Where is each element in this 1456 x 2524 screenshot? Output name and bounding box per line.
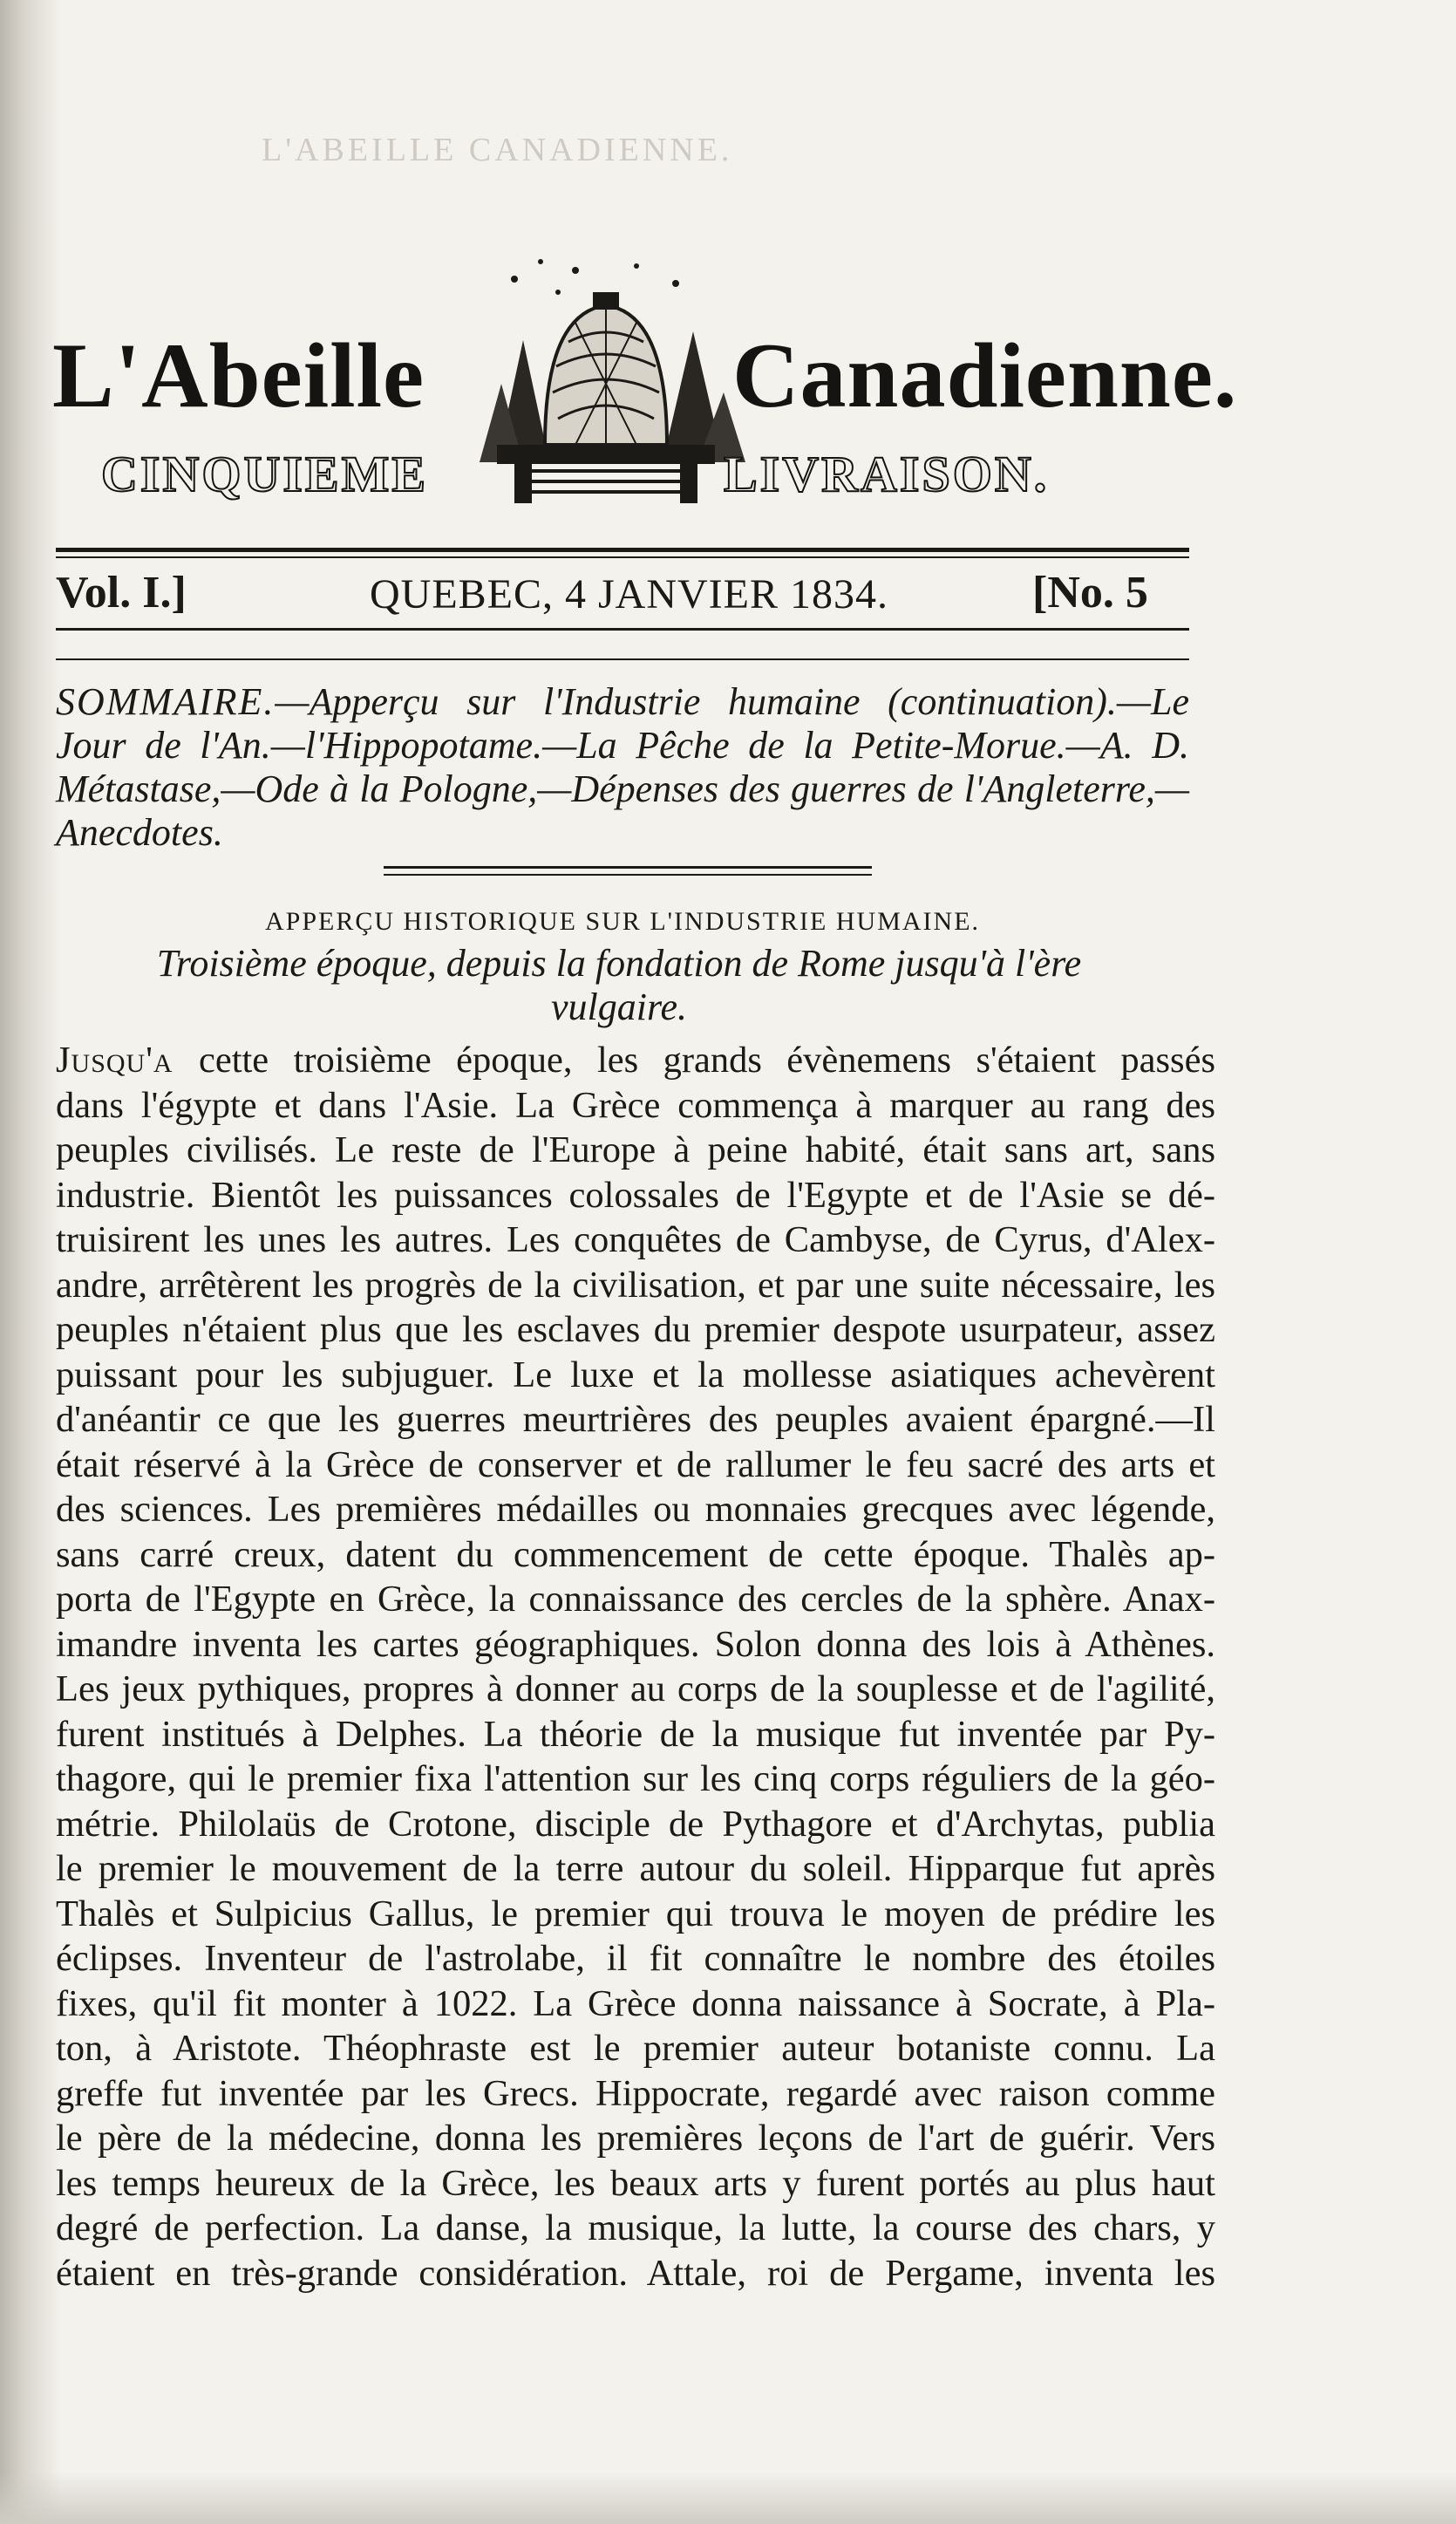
article-heading: APPERÇU HISTORIQUE SUR L'INDUSTRIE HUMAINE. xyxy=(264,907,981,936)
dateline-rule xyxy=(56,628,1189,631)
article-line-text: fixes, qu'il fit monter à 1022. La Grèce donna naissance à Socrate, à Pla- xyxy=(56,1982,1215,2024)
article-line xyxy=(56,1397,1215,1443)
article-line xyxy=(56,1173,1215,1218)
bleed-through-header: L'ABEILLE CANADIENNE. xyxy=(262,132,733,168)
article-line-text: les temps heureux de la Grèce, les beaux arts y furent portés au plus haut xyxy=(56,2162,1215,2204)
article-line-text: des sciences. Les premières médailles ou monnaies grecques avec légende, xyxy=(56,1489,1215,1530)
summary-block xyxy=(56,680,1189,855)
article-line-text: le père de la médecine, donna les premières leçons de l'art de guérir. Vers xyxy=(56,2118,1215,2159)
article-line xyxy=(56,2251,1215,2296)
beehive-icon xyxy=(462,244,750,506)
issue-number: [No. 5 xyxy=(1032,568,1148,617)
sommaire-rule xyxy=(56,658,1189,660)
section-divider-top xyxy=(384,866,872,869)
article-line xyxy=(56,1083,1215,1129)
article-line xyxy=(56,1936,1215,1982)
article-line xyxy=(56,1532,1215,1578)
article-line xyxy=(56,1802,1215,1847)
summary-lead: SOMMAIRE. xyxy=(56,680,276,723)
article-line-text: peuples civilisés. Le reste de l'Europe à peine habité, était sans art, sans xyxy=(56,1129,1215,1170)
masthead-title-right: Canadienne. xyxy=(732,324,1238,426)
article-line-text: degré de perfection. La danse, la musique, la lutte, la course des chars, y xyxy=(56,2207,1215,2248)
article-line-text: industrie. Bientôt les puissances colossales de l'Egypte et de l'Asie se dé- xyxy=(56,1174,1215,1216)
article-line xyxy=(56,2116,1215,2161)
article-lead-word: Jusqu'a xyxy=(56,1040,199,1081)
article-line xyxy=(56,1982,1215,2027)
article-line-text: Les jeux pythiques, propres à donner au corps de la souplesse et de l'agilité, xyxy=(56,1668,1215,1709)
page-bottom-shadow xyxy=(0,2472,1456,2524)
masthead xyxy=(52,244,1238,541)
article-line xyxy=(56,1667,1215,1712)
article-line xyxy=(56,2071,1215,2117)
article-line-text: éclipses. Inventeur de l'astrolabe, il fit connaître le nombre des étoiles xyxy=(56,1938,1215,1979)
article-line-text: dans l'égypte et dans l'Asie. La Grèce commença à marquer au rang des xyxy=(56,1084,1215,1126)
article-line-text: était réservé à la Grèce de conserver et de rallumer le feu sacré des arts et xyxy=(56,1443,1215,1485)
summary-text: —Apperçu sur l'Industrie humaine (continuation).—Le Jour de l'An.—l'Hippopotame.—La Pêche de la Petite-Morue.—A. D. Métastase,—Ode à la Pologne,—Dépenses des guerres de l'Angleterre,—Anecdotes. xyxy=(56,680,1189,854)
article-line-text: sans carré creux, datent du commencement de cette époque. Thalès ap- xyxy=(56,1533,1215,1575)
article-line xyxy=(56,1443,1215,1488)
masthead-subtitle-left: CINQUIEME xyxy=(101,446,429,502)
masthead-rule-thin xyxy=(56,556,1189,558)
article-line-text: d'anéantir ce que les guerres meurtrières des peuples avaient épargné.—Il xyxy=(56,1399,1215,1440)
volume-label: Vol. I.] xyxy=(56,568,187,617)
article-line-text: ton, à Aristote. Théophraste est le premier auteur botaniste connu. La xyxy=(56,2028,1215,2069)
article-line-text: thagore, qui le premier fixa l'attention sur les cinq corps réguliers de la géo- xyxy=(56,1758,1215,1799)
article-line-text: métrie. Philolaüs de Crotone, disciple de Pythagore et d'Archytas, publia xyxy=(56,1803,1215,1845)
article-line xyxy=(56,2206,1215,2251)
article-line xyxy=(56,1846,1215,1892)
article-line-text: puissant pour les subjuguer. Le luxe et la mollesse asiatiques achevèrent xyxy=(56,1354,1215,1395)
article-line xyxy=(56,1487,1215,1532)
place-date: QUEBEC, 4 JANVIER 1834. xyxy=(370,571,888,617)
article-line xyxy=(56,1128,1215,1173)
article-body xyxy=(56,1038,1215,2295)
masthead-rule-top xyxy=(56,548,1189,552)
article-line xyxy=(56,1038,1215,1083)
article-line-text: andre, arrêtèrent les progrès de la civilisation, et par une suite nécessaire, les xyxy=(56,1264,1215,1306)
article-line-text: greffe fut inventée par les Grecs. Hippocrate, regardé avec raison comme xyxy=(56,2072,1215,2114)
article-line xyxy=(56,1622,1215,1668)
article-line xyxy=(56,2161,1215,2207)
article-line xyxy=(56,1218,1215,1263)
article-line xyxy=(56,2026,1215,2071)
masthead-subtitle-right: LIVRAISON. xyxy=(724,446,1050,502)
article-line-text: peuples n'étaient plus que les esclaves du premier despote usurpateur, assez xyxy=(56,1309,1215,1350)
article-line xyxy=(56,1892,1215,1937)
section-divider-bottom xyxy=(384,874,872,876)
article-line xyxy=(56,1712,1215,1757)
article-line xyxy=(56,1757,1215,1802)
article-line xyxy=(56,1353,1215,1398)
article-subheading: Troisième époque, depuis la fondation de Rome jusqu'à l'ère vulgaire. xyxy=(156,942,1082,1028)
article-line xyxy=(56,1577,1215,1622)
article-line xyxy=(56,1263,1215,1308)
masthead-title-left: L'Abeille xyxy=(52,324,425,426)
article-line-text: porta de l'Egypte en Grèce, la connaissance des cercles de la sphère. Anax- xyxy=(56,1579,1215,1620)
article-line-text: truisirent les unes les autres. Les conquêtes de Cambyse, de Cyrus, d'Alex- xyxy=(56,1219,1215,1260)
article-line-text: furent institués à Delphes. La théorie de la musique fut inventée par Py- xyxy=(56,1713,1215,1755)
article-line-text: cette troisième époque, les grands évènemens s'étaient passés xyxy=(198,1040,1215,1081)
article-line-text: étaient en très-grande considération. Attale, roi de Pergame, inventa les xyxy=(56,2252,1215,2294)
article-line-text: imandre inventa les cartes géographiques. Solon donna des lois à Athènes. xyxy=(56,1623,1215,1665)
article-line xyxy=(56,1307,1215,1353)
dateline xyxy=(56,567,1189,628)
article-line-text: le premier le mouvement de la terre autour du soleil. Hipparque fut après xyxy=(56,1848,1215,1889)
article-line-text: Thalès et Sulpicius Gallus, le premier qui trouva le moyen de prédire les xyxy=(56,1893,1215,1934)
